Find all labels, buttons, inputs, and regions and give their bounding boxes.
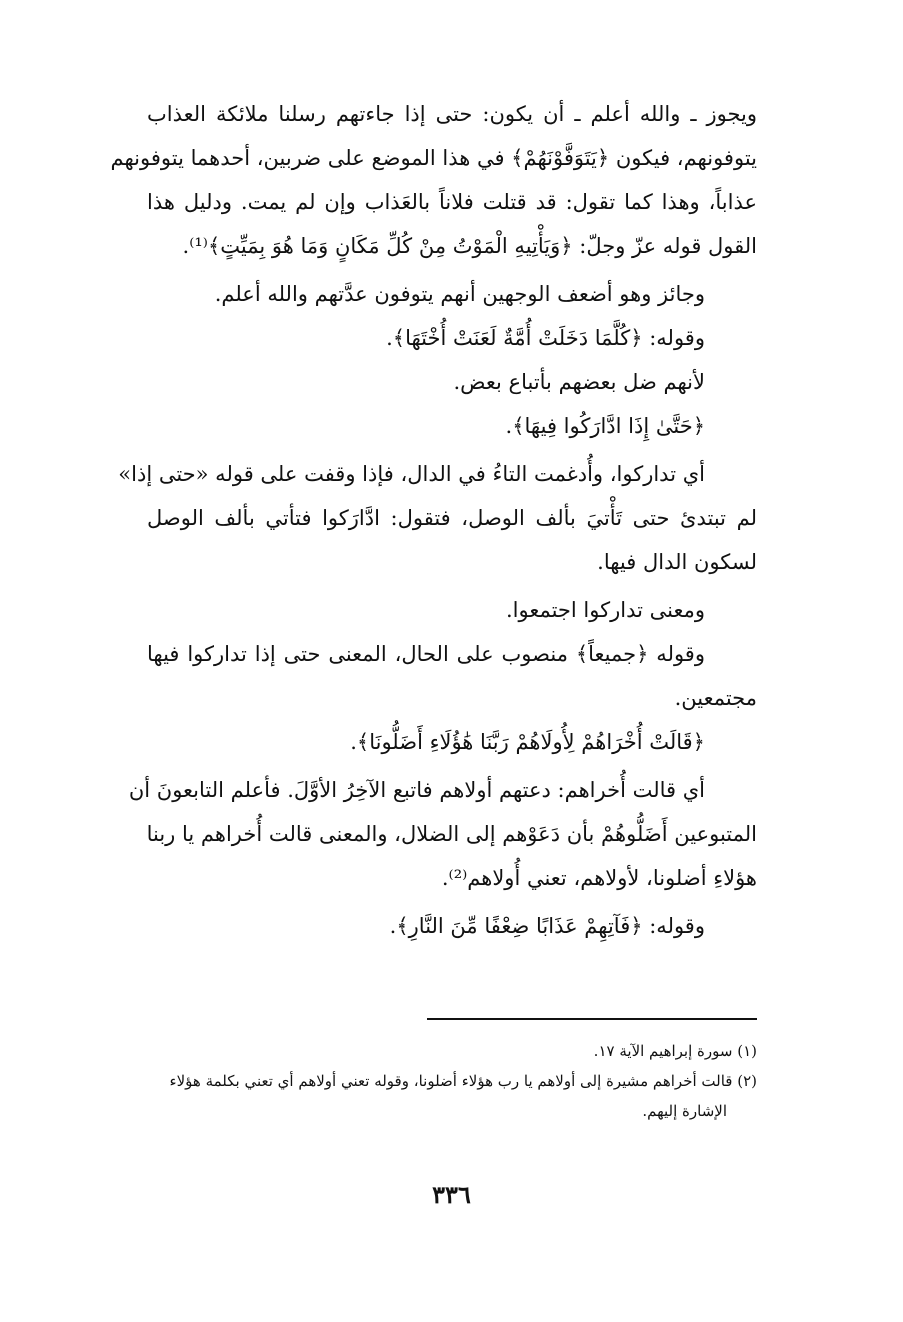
footnote: (١) سورة إبراهيم الآية ١٧. bbox=[593, 1042, 757, 1060]
text-line: عذاباً، وهذا كما تقول: قد قتلت فلاناً بالعَذاب وإن لم يمت. ودليل هذا bbox=[147, 190, 757, 214]
text-line: مجتمعين. bbox=[674, 686, 757, 710]
text-line: وجائز وهو أضعف الوجهين أنهم يتوفون عدَّتهم والله أعلم. bbox=[214, 282, 705, 306]
text-line: هؤلاءِ أضلونا، لأولاهم، تعني أُولاهم⁽²⁾. bbox=[441, 866, 757, 890]
text-line: أي قالت أُخراهم: دعتهم أولاهم فاتبع الآخِرُ الأوَّلَ. فأعلم التابعونَ أن bbox=[128, 778, 705, 802]
text-line: وقوله: ﴿كُلَّمَا دَخَلَتْ أُمَّةٌ لَعَنَتْ أُخْتَهَا﴾. bbox=[386, 326, 705, 350]
text-line: ﴿قَالَتْ أُخْرَاهُمْ لِأُولَاهُمْ رَبَّنَا هَٰؤُلَاءِ أَضَلُّونَا﴾. bbox=[350, 730, 705, 754]
footnote-divider bbox=[427, 1018, 757, 1020]
text-line: وقوله: ﴿فَآتِهِمْ عَذَابًا ضِعْفًا مِّنَ النَّارِ﴾. bbox=[389, 914, 705, 938]
text-line: ومعنى تداركوا اجتمعوا. bbox=[505, 598, 705, 622]
text-line: وقوله ﴿جميعاً﴾ منصوب على الحال، المعنى حتى إذا تداركوا فيها bbox=[147, 642, 705, 666]
text-line: يتوفونهم، فيكون ﴿يَتَوَفَّوْنَهُمْ﴾ في هذا الموضع على ضربين، أحدهما يتوفونهم bbox=[110, 146, 757, 170]
text-line: القول قوله عزّ وجلّ: ﴿وَيَأْتِيهِ الْمَوْتُ مِنْ كُلِّ مَكَانٍ وَمَا هُوَ بِمَيِّتٍ﴾⁽¹⁾. bbox=[182, 234, 757, 258]
text-line: ويجوز ـ والله أعلم ـ أن يكون: حتى إذا جاءتهم رسلنا ملائكة العذاب bbox=[147, 102, 757, 126]
text-line: لم تبتدئ حتى تَأْتيَ بألف الوصل، فتقول: ادَّارَكوا فتأتي بألف الوصل bbox=[147, 506, 757, 530]
footnote-continuation: الإشارة إليهم. bbox=[642, 1102, 727, 1120]
page-number: ٣٣٦ bbox=[432, 1180, 471, 1209]
text-line: لأنهم ضل بعضهم بأتباع بعض. bbox=[453, 370, 705, 394]
footnote: (٢) قالت أخراهم مشيرة إلى أولاهم يا رب هؤلاء أضلونا، وقوله تعني أولاهم أي تعني بكلمة هؤلاء bbox=[169, 1072, 757, 1090]
text-line: المتبوعين أَضَلُّوهُمْ بأن دَعَوْهم إلى الضلال، والمعنى قالت أُخراهم يا ربنا bbox=[146, 822, 757, 846]
footnotes bbox=[97, 1036, 757, 1126]
main-text bbox=[110, 92, 757, 948]
text-line: أي تداركوا، وأُدغمت التاءُ في الدال، فإذا وقفت على قوله «حتى إذا» bbox=[118, 462, 705, 486]
text-line: لسكون الدال فيها. bbox=[597, 550, 757, 574]
text-line: ﴿حَتَّىٰ إِذَا ادَّارَكُوا فِيهَا﴾. bbox=[505, 414, 705, 438]
